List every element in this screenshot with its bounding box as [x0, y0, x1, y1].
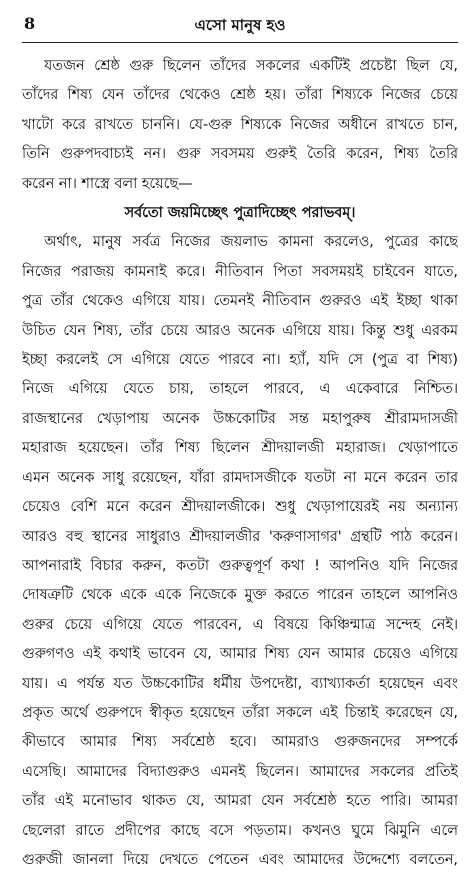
text-line: গুরুজী জানলা দিয়ে দেখতে পেতেন এবং আমাদের উদ্দেশ্যে বলতেন, [22, 851, 458, 868]
running-title: এসো মানুষ হও [194, 16, 286, 34]
body-text [22, 52, 458, 875]
text-line: চেয়েও বেশি মনে করেন শ্রীদয়ালজীকে। শুধু খেড়াপায়েরই নয় অন্যান্য [22, 499, 458, 516]
text-line: আরও বহু স্থানের সাধুরাও শ্রীদয়ালজীর 'করুণাসাগর' গ্রন্থটি পাঠ করেন। [22, 528, 458, 545]
text-line: দোষত্রুটি থেকে একে একে নিজেকে মুক্ত করতে পারেন তাহলে আপনিও [22, 587, 458, 604]
text-line: যায়। এ পর্যন্ত যত উচ্চকোটির ধর্মীয় উপদেষ্টা, ব্যাখ্যাকর্তা হয়েছেন এবং [22, 675, 458, 692]
text-line: এমন অনেক সাধু রয়েছেন, যাঁরা রামদাসজীকে যতটা না মনে করেন তার [22, 469, 458, 486]
page-number: 8 [24, 14, 36, 33]
text-line: রাজস্থানের খেড়াপায় অনেক উচ্চকোটির সন্ত মহাপুরুষ শ্রীরামদাসজী [22, 410, 458, 427]
text-line: উচিত যেন শিষ্য, তাঁর চেয়ে আরও অনেক এগিয়ে যায়। কিন্তু শুধু এরকম [22, 322, 458, 339]
text-line: করেন না। শাস্ত্রে বলা হয়েছে— [22, 175, 193, 192]
text-line: ইচ্ছা করলেই সে এগিয়ে যেতে পারবে না। হ্যাঁ, যদি সে (পুত্র বা শিষ্য) [22, 352, 458, 369]
text-line: গুরুর চেয়ে এগিয়ে যেতে পারবেন, এ বিষয়ে কিঞ্চিন্মাত্র সন্দেহ নেই। [22, 616, 458, 633]
header-rule [22, 42, 458, 43]
text-line: অর্থাৎ, মানুষ সর্বত্র নিজের জয়লাভ কামনা করলেও, পুত্রের কাছে [44, 234, 458, 251]
text-line: প্রকৃত অর্থে গুরুপদে স্বীকৃত হয়েছেন তাঁরা সকলে এই চিন্তাই করেছেন যে, [22, 704, 458, 721]
text-line: কীভাবে আমার শিষ্য সর্বশ্রেষ্ঠ হবে। আমরাও গুরুজনদের সম্পর্কে [22, 734, 458, 751]
text-line: মহারাজ হয়েছেন। তাঁর শিষ্য ছিলেন শ্রীদয়ালজী মহারাজ। খেড়াপাতে [22, 440, 458, 457]
text-line: গুরুগণও এই কথাই ভাবেন যে, আমার শিষ্য যেন আমার চেয়েও এগিয়ে [22, 646, 458, 663]
text-line: তাঁদের শিষ্য যেন তাঁদের থেকেও শ্রেষ্ঠ হয়। তাঁরা শিষ্যকে নিজের চেয়ে [22, 87, 458, 104]
text-line: নিজে এগিয়ে যেতে চায়, তাহলে পারবে, এ একেবারে নিশ্চিত। [22, 381, 458, 398]
text-line: এসেছি। আমাদের বিদ্যাগুরুও এমনই ছিলেন। আমাদের সকলের প্রতিই [22, 763, 458, 780]
text-line: নিজের পরাজয় কামনাই করে। নীতিবান পিতা সবসময়ই চাইবেন যাতে, [22, 263, 458, 280]
text-line: যতজন শ্রেষ্ঠ গুরু ছিলেন তাঁদের সকলের একটিই প্রচেষ্টা ছিল যে, [44, 58, 458, 74]
text-line: আপনারাই বিচার করুন, কতটা গুরুত্বপূর্ণ কথা ! আপনিও যদি নিজের [22, 557, 458, 574]
text-line: তাঁর এই মনোভাব থাকত যে, আমরা যেন সর্বশ্রেষ্ঠ হতে পারি। আমরা [22, 793, 458, 810]
page-header [22, 0, 458, 44]
text-line: তিনি গুরুপদবাচ্যই নন। গুরু সবসময় গুরুই তৈরি করেন, শিষ্য তৈরি [22, 146, 458, 163]
sanskrit-verse: সর্বতো জয়মিচ্ছেৎ পুত্রাদিচ্ছেৎ পরাভবম্। [124, 205, 356, 222]
text-line: খাটো করে রাখতে চাননি। যে-গুরু শিষ্যকে নিজের অধীনে রাখতে চান, [22, 116, 458, 133]
text-line: ছেলেরা রাতে প্রদীপের কাছে বসে পড়তাম। কখনও ঘুমে ঝিমুনি এলে [22, 822, 458, 839]
text-line: পুত্র তাঁর থেকেও এগিয়ে যায়। তেমনই নীতিবান গুরুরও এই ইচ্ছা থাকা [22, 293, 458, 310]
